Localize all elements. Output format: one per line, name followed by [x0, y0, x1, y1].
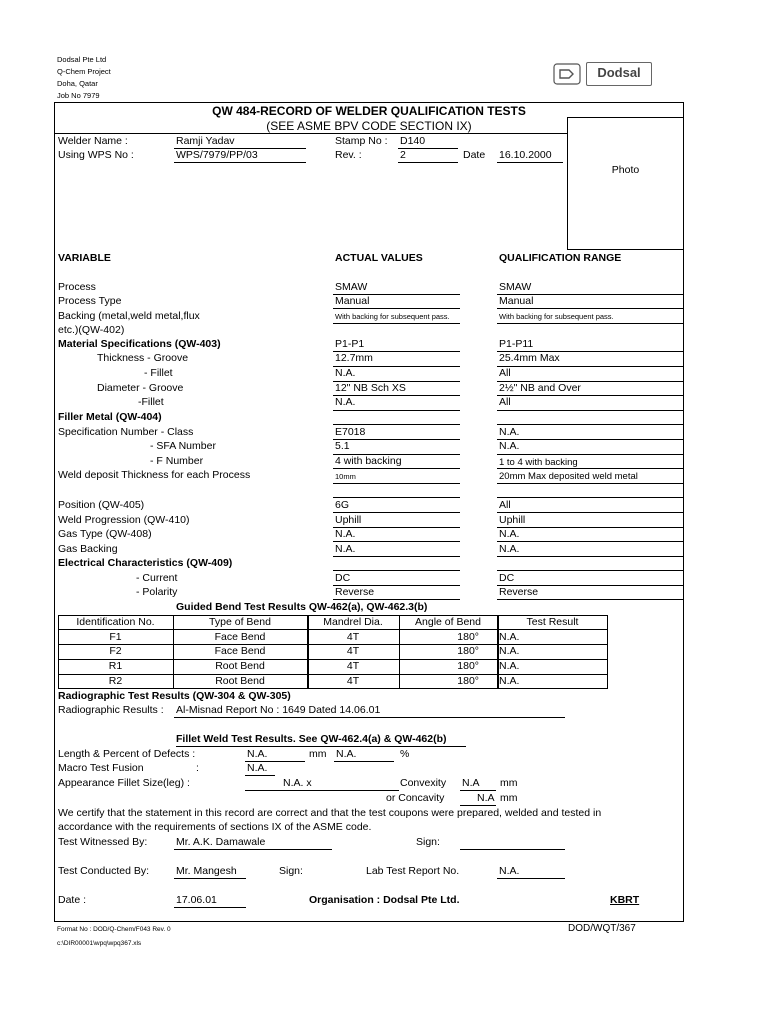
row-actual: P1-P1	[335, 338, 365, 350]
rev-label: Rev. :	[335, 149, 362, 161]
appearance-label: Appearance Fillet Size(leg) :	[58, 777, 190, 789]
wps-label: Using WPS No :	[58, 149, 134, 161]
job-number: Job No 7979	[57, 91, 100, 100]
qualification-range-header: QUALIFICATION RANGE	[499, 252, 622, 264]
bend-cell-angle: 180°	[457, 660, 479, 672]
rev-value: 2	[400, 149, 406, 161]
row-range: All	[499, 499, 511, 511]
bend-header-id: Identification No.	[76, 616, 155, 628]
bend-cell-type: Face Bend	[214, 645, 266, 657]
organisation: Organisation : Dodsal Pte Ltd.	[309, 894, 460, 906]
macro-fusion-value: N.A.	[247, 762, 268, 774]
logo	[553, 62, 653, 86]
row-range: N.A.	[499, 440, 520, 452]
variable-header: VARIABLE	[58, 252, 111, 264]
row-range: All	[499, 367, 511, 379]
row-label: Diameter - Groove	[97, 382, 184, 394]
row-label-continued: etc.)(QW-402)	[58, 324, 125, 336]
concavity-unit: mm	[500, 792, 518, 804]
date-signed-value: 17.06.01	[176, 894, 217, 906]
logo-text: Dodsal	[586, 62, 652, 86]
radiographic-title: Radiographic Test Results (QW-304 & QW-305)	[58, 690, 291, 702]
bend-cell-id: R1	[108, 660, 123, 672]
row-actual: Reverse	[335, 586, 375, 598]
row-label: Process Type	[58, 295, 122, 307]
row-range: Reverse	[499, 586, 539, 598]
bend-cell-result: N.A.	[499, 645, 520, 657]
row-label: Thickness - Groove	[97, 352, 189, 364]
row-label: -Fillet	[138, 396, 164, 408]
conducted-sign-label: Sign:	[279, 865, 303, 877]
row-actual: SMAW	[335, 281, 368, 293]
appearance-value: N.A. x	[283, 777, 312, 789]
row-range: 2½" NB and Over	[499, 382, 581, 394]
bend-cell-mandrel: 4T	[346, 660, 360, 672]
form-subtitle: (SEE ASME BPV CODE SECTION IX)	[266, 119, 472, 133]
row-label: Backing (metal,weld metal,flux	[58, 310, 200, 322]
convexity-label: Convexity	[400, 777, 447, 789]
row-actual: N.A.	[335, 528, 356, 540]
stamp-no-value: D140	[400, 135, 426, 147]
certify-line-1: We certify that the statement in this record are correct and that the test coupons were prepared, welded and tested in	[58, 807, 602, 819]
witnessed-sign-label: Sign:	[416, 836, 440, 848]
row-range: N.A.	[499, 528, 520, 540]
row-label: Position (QW-405)	[58, 499, 145, 511]
conducted-label: Test Conducted By:	[58, 865, 150, 877]
document-number: DOD/WQT/367	[568, 923, 636, 934]
bend-cell-angle: 180°	[457, 645, 479, 657]
row-range: 20mm Max deposited weld metal	[499, 471, 638, 482]
row-actual: E7018	[335, 426, 366, 438]
company-name: Dodsal Pte Ltd	[57, 55, 107, 64]
bend-cell-type: Root Bend	[215, 660, 265, 672]
row-label: Electrical Characteristics (QW-409)	[58, 557, 233, 569]
row-actual: DC	[335, 572, 351, 584]
row-label: Weld Progression (QW-410)	[58, 514, 190, 526]
row-range: Manual	[499, 295, 534, 307]
bend-cell-angle: 180°	[457, 631, 479, 643]
stamp-no-label: Stamp No :	[335, 135, 388, 147]
macro-fusion-label: Macro Test Fusion	[58, 762, 144, 774]
actual-values-header: ACTUAL VALUES	[335, 252, 423, 264]
row-range: P1-P11	[499, 338, 534, 350]
bend-cell-result: N.A.	[499, 675, 520, 687]
witnessed-value: Mr. A.K. Damawale	[176, 836, 266, 848]
row-label: - SFA Number	[150, 440, 216, 452]
length-unit-mm: mm	[309, 748, 327, 760]
project-name: Q-Chem Project	[57, 67, 111, 76]
file-path: c:\DIR00001\wpq\wpq367.xls	[57, 940, 142, 947]
bend-header-angle: Angle of Bend	[415, 616, 481, 628]
lab-report-label: Lab Test Report No.	[366, 865, 460, 877]
convexity-value: N.A	[462, 777, 480, 789]
bend-cell-result: N.A.	[499, 660, 520, 672]
row-actual: Manual	[335, 295, 370, 307]
row-range: N.A.	[499, 543, 520, 555]
length-defects-label: Length & Percent of Defects :	[58, 748, 196, 760]
bend-cell-result: N.A.	[499, 631, 520, 643]
wps-value: WPS/7979/PP/03	[176, 149, 258, 161]
row-range: 1 to 4 with backing	[499, 457, 578, 468]
row-actual: 10mm	[335, 472, 356, 481]
kbrt-initials: KBRT	[610, 894, 640, 906]
row-label: Material Specifications (QW-403)	[58, 338, 221, 350]
bend-cell-mandrel: 4T	[346, 645, 360, 657]
witnessed-label: Test Witnessed By:	[58, 836, 148, 848]
photo-label: Photo	[611, 164, 640, 176]
welder-name-value: Ramji Yadav	[176, 135, 235, 147]
bend-cell-id: F2	[109, 645, 122, 657]
photo-box	[567, 117, 684, 250]
bend-cell-mandrel: 4T	[346, 675, 360, 687]
row-label: Filler Metal (QW-404)	[58, 411, 162, 423]
row-actual: 12.7mm	[335, 352, 373, 364]
concavity-value: N.A	[477, 792, 495, 804]
conducted-value: Mr. Mangesh	[176, 865, 237, 877]
row-label: - Current	[136, 572, 178, 584]
form-title: QW 484-RECORD OF WELDER QUALIFICATION TESTS	[212, 104, 526, 118]
length-percent-value: N.A.	[336, 748, 357, 760]
row-range: All	[499, 396, 511, 408]
row-actual: 12" NB Sch XS	[335, 382, 406, 394]
length-defects-value: N.A.	[247, 748, 268, 760]
row-actual: N.A.	[335, 367, 356, 379]
row-label: Gas Backing	[58, 543, 118, 555]
lab-report-value: N.A.	[499, 865, 520, 877]
bend-cell-mandrel: 4T	[346, 631, 360, 643]
row-label: - F Number	[150, 455, 204, 467]
date-signed-label: Date :	[58, 894, 87, 906]
percent-sign: %	[400, 748, 410, 760]
fillet-title: Fillet Weld Test Results. See QW-462.4(a) & QW-462(b)	[176, 733, 447, 745]
bend-header-type: Type of Bend	[209, 616, 271, 628]
row-range: With backing for subsequent pass.	[499, 312, 614, 321]
row-range: N.A.	[499, 426, 520, 438]
bend-header-mandrel: Mandrel Dia.	[323, 616, 383, 628]
date-label: Date	[463, 149, 486, 161]
row-label: - Fillet	[144, 367, 173, 379]
row-range: Uphill	[499, 514, 526, 526]
row-label: - Polarity	[136, 586, 178, 598]
row-range: SMAW	[499, 281, 532, 293]
date-value: 16.10.2000	[499, 149, 552, 161]
bend-cell-type: Face Bend	[214, 631, 266, 643]
row-label: Weld deposit Thickness for each Process	[58, 469, 251, 481]
row-actual: N.A.	[335, 543, 356, 555]
certify-line-2: accordance with the requirements of sections IX of the ASME code.	[58, 821, 372, 833]
bend-cell-type: Root Bend	[215, 675, 265, 687]
radiographic-label: Radiographic Results :	[58, 704, 164, 716]
row-label: Process	[58, 281, 96, 293]
row-actual: 5.1	[335, 440, 350, 452]
macro-fusion-colon: :	[196, 762, 199, 774]
bend-cell-angle: 180°	[457, 675, 479, 687]
radiographic-value: Al-Misnad Report No : 1649 Dated 14.06.01	[176, 704, 381, 716]
format-number: Format No : DOD/Q-Chem/F043 Rev. 0	[57, 926, 171, 933]
row-actual: With backing for subsequent pass.	[335, 312, 450, 321]
convexity-unit: mm	[500, 777, 518, 789]
welder-name-label: Welder Name :	[58, 135, 128, 147]
bend-test-title: Guided Bend Test Results QW-462(a), QW-462.3(b)	[176, 601, 428, 613]
bend-cell-id: F1	[109, 631, 122, 643]
or-concavity-label: or Concavity	[386, 792, 445, 804]
bend-header-result: Test Result	[526, 616, 579, 628]
row-actual: Uphill	[335, 514, 362, 526]
row-range: DC	[499, 572, 515, 584]
bend-cell-id: R2	[108, 675, 123, 687]
row-actual: N.A.	[335, 396, 356, 408]
dodsal-logo-icon	[553, 62, 583, 86]
row-label: Gas Type (QW-408)	[58, 528, 152, 540]
row-range: 25.4mm Max	[499, 352, 560, 364]
row-actual: 6G	[335, 499, 350, 511]
row-label: Specification Number - Class	[58, 426, 194, 438]
company-location: Doha, Qatar	[57, 79, 98, 88]
row-actual: 4 with backing	[335, 455, 402, 467]
